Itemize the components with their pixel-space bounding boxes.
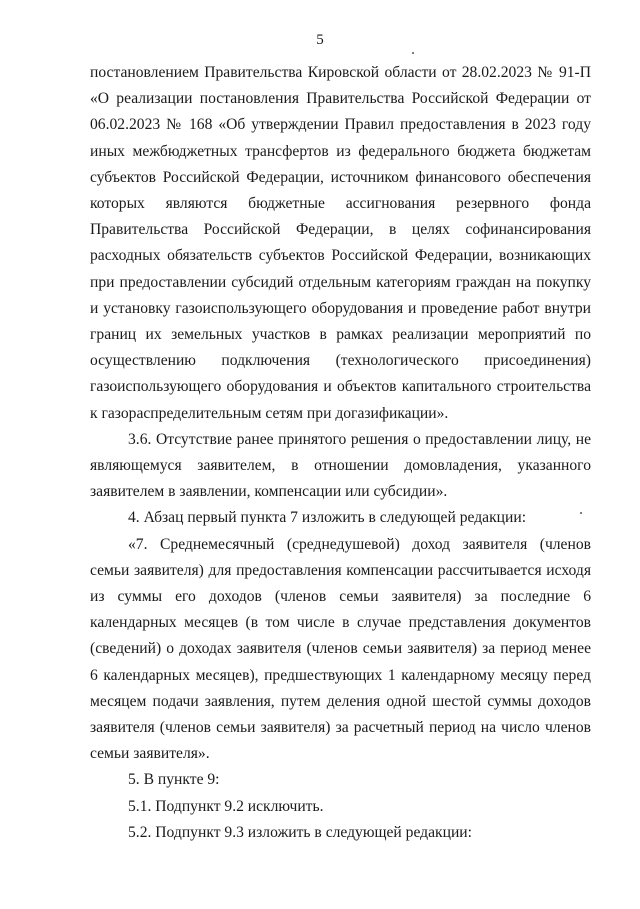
paragraph-item-5-2: 5.2. Подпункт 9.3 изложить в следующей редакции: <box>128 823 472 841</box>
paragraph-3-6: 3.6. Отсутствие ранее принятого решения о предоставлении лицу, не являющемуся заявителем, в отношении домовладения, указанного заявителем в заявлении, компенсации или субсидии». <box>90 430 591 501</box>
scan-speck <box>412 52 414 54</box>
paragraph-item-5-1: 5.1. Подпункт 9.2 исключить. <box>128 797 324 815</box>
paragraph-item-5: 5. В пункте 9: <box>128 771 220 789</box>
paragraph-item-4: 4. Абзац первый пункта 7 изложить в следующей редакции: <box>128 509 527 527</box>
paragraph-decree-reference: постановлением Правительства Кировской области от 28.02.2023 № 91-П «О реализации постановления Правительства Российской Федерации от 06.02.2023 № 168 «Об утверждении Правил предоставления в 2023 году иных межбюджетных трансфертов из федерального бюджета бюджетам субъектов Российской Федерации, источником финансового обеспечения которых являются бюджетные ассигнования резервного фонда Правительства Российской Федерации, в целях софинансирования расходных обязательств субъектов Российской Федерации, возникающих при предоставлении субсидий отдельным категориям граждан на покупку и установку газоиспользующего оборудования и проведение работ внутри границ их земельных участков в рамках реализации мероприятий по осуществлению подключения (технологического присоединения) газоиспользующего оборудования и объектов капитального строительства к газораспределительным сетям при догазификации». <box>90 64 591 422</box>
document-body <box>90 60 591 846</box>
page-number: 5 <box>316 32 324 48</box>
scan-speck <box>580 512 582 514</box>
paragraph-item-7-text: «7. Среднемесячный (среднедушевой) доход заявителя (членов семьи заявителя) для предоставления компенсации рассчитывается исходя из суммы его доходов (членов семьи заявителя) за последние 6 календарных месяцев (в том числе в случае представления документов (сведений) о доходах заявителя (членов семьи заявителя) за период менее 6 календарных месяцев), предшествующих 1 календарному месяцу перед месяцем подачи заявления, путем деления одной шестой суммы доходов заявителя (членов семьи заявителя) за расчетный период на число членов семьи заявителя». <box>90 535 591 763</box>
